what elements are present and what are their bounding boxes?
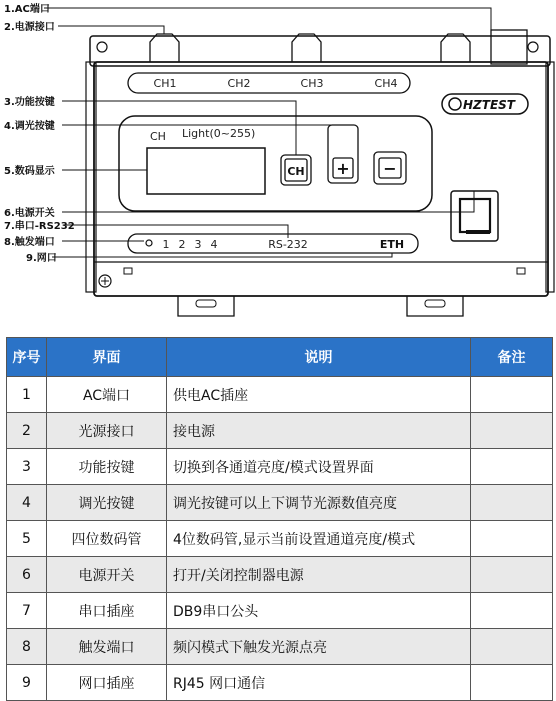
foot-right — [407, 296, 463, 316]
display-light-label: Light(0~255) — [182, 127, 256, 140]
row-note — [471, 521, 553, 557]
table-body — [7, 377, 553, 701]
header-note: 备注 — [471, 338, 553, 377]
row-note — [471, 593, 553, 629]
table-row — [7, 629, 553, 665]
channel-label-4: CH4 — [374, 77, 398, 90]
callout-9: 9.网口 — [26, 253, 57, 264]
foot-right-hole — [517, 268, 525, 274]
row-description: 接电源 — [167, 413, 471, 449]
row-note — [471, 449, 553, 485]
callout-1: 1.AC端口 — [4, 4, 50, 15]
row-description: 调光按键可以上下调节光源数值亮度 — [167, 485, 471, 521]
channel-label-2: CH2 — [227, 77, 251, 90]
table-row — [7, 665, 553, 701]
row-note — [471, 377, 553, 413]
callout-8: 8.触发端口 — [4, 237, 55, 248]
eth-label: ETH — [379, 238, 405, 251]
foot-right-slot — [425, 300, 445, 307]
table-row — [7, 593, 553, 629]
power-switch-rocker[interactable] — [460, 199, 490, 232]
connector-tab-2 — [292, 34, 321, 62]
header-description: 说明 — [167, 338, 471, 377]
screw-top-left — [97, 42, 107, 52]
foot-left — [178, 296, 234, 316]
brand-logo-icon — [449, 98, 461, 110]
callout-2: 2.电源接口 — [4, 22, 55, 33]
controller-diagram — [0, 0, 556, 330]
row-interface: 触发端口 — [47, 629, 167, 665]
table-row — [7, 449, 553, 485]
trigger-num-2: 2 — [178, 238, 186, 251]
table-header-row — [7, 338, 553, 377]
row-index: 5 — [7, 521, 47, 557]
table-row — [7, 521, 553, 557]
row-interface: 光源接口 — [47, 413, 167, 449]
callout-3: 3.功能按键 — [4, 97, 55, 108]
row-description: 切换到各通道亮度/模式设置界面 — [167, 449, 471, 485]
callout-4: 4.调光按键 — [4, 121, 55, 132]
channel-label-1: CH1 — [153, 77, 177, 90]
digit-display — [147, 148, 265, 194]
channel-label-3: CH3 — [300, 77, 324, 90]
header-index: 序号 — [7, 338, 47, 377]
row-interface: 四位数码管 — [47, 521, 167, 557]
table-row — [7, 557, 553, 593]
trigger-num-4: 4 — [210, 238, 218, 251]
connector-tab-1 — [150, 34, 179, 62]
row-index: 9 — [7, 665, 47, 701]
row-index: 2 — [7, 413, 47, 449]
row-description: 供电AC插座 — [167, 377, 471, 413]
trigger-num-3: 3 — [194, 238, 202, 251]
table-row — [7, 377, 553, 413]
row-note — [471, 557, 553, 593]
ac-port — [491, 30, 527, 64]
foot-left-hole — [124, 268, 132, 274]
plus-button-label: + — [336, 159, 350, 178]
row-index: 6 — [7, 557, 47, 593]
row-interface: 串口插座 — [47, 593, 167, 629]
row-note — [471, 629, 553, 665]
row-description: RJ45 网口通信 — [167, 665, 471, 701]
header-interface: 界面 — [47, 338, 167, 377]
row-interface: 网口插座 — [47, 665, 167, 701]
row-index: 8 — [7, 629, 47, 665]
row-interface: 调光按键 — [47, 485, 167, 521]
spec-table — [6, 337, 553, 701]
row-description: 频闪模式下触发光源点亮 — [167, 629, 471, 665]
row-note — [471, 665, 553, 701]
row-note — [471, 485, 553, 521]
row-interface: 电源开关 — [47, 557, 167, 593]
screw-top-right — [528, 42, 538, 52]
row-index: 7 — [7, 593, 47, 629]
rs232-label: RS-232 — [268, 238, 308, 251]
callout-7: 7.串口-RS232 — [4, 221, 75, 232]
trigger-port-marker — [146, 240, 152, 246]
callout-6: 6.电源开关 — [4, 208, 55, 219]
trigger-num-1: 1 — [162, 238, 170, 251]
callout-5: 5.数码显示 — [4, 166, 55, 177]
foot-left-slot — [196, 300, 216, 307]
minus-button-label: − — [383, 159, 397, 178]
row-description: 4位数码管,显示当前设置通道亮度/模式 — [167, 521, 471, 557]
row-note — [471, 413, 553, 449]
brand-name: HZTEST — [463, 98, 515, 112]
row-description: DB9串口公头 — [167, 593, 471, 629]
table-row — [7, 485, 553, 521]
connector-tab-3 — [441, 34, 470, 62]
callout-lines — [44, 8, 491, 257]
row-index: 1 — [7, 377, 47, 413]
row-interface: AC端口 — [47, 377, 167, 413]
row-interface: 功能按键 — [47, 449, 167, 485]
row-description: 打开/关闭控制器电源 — [167, 557, 471, 593]
display-ch-label: CH — [150, 130, 166, 143]
table-row — [7, 413, 553, 449]
ch-button-label: CH — [287, 165, 305, 178]
row-index: 3 — [7, 449, 47, 485]
row-index: 4 — [7, 485, 47, 521]
